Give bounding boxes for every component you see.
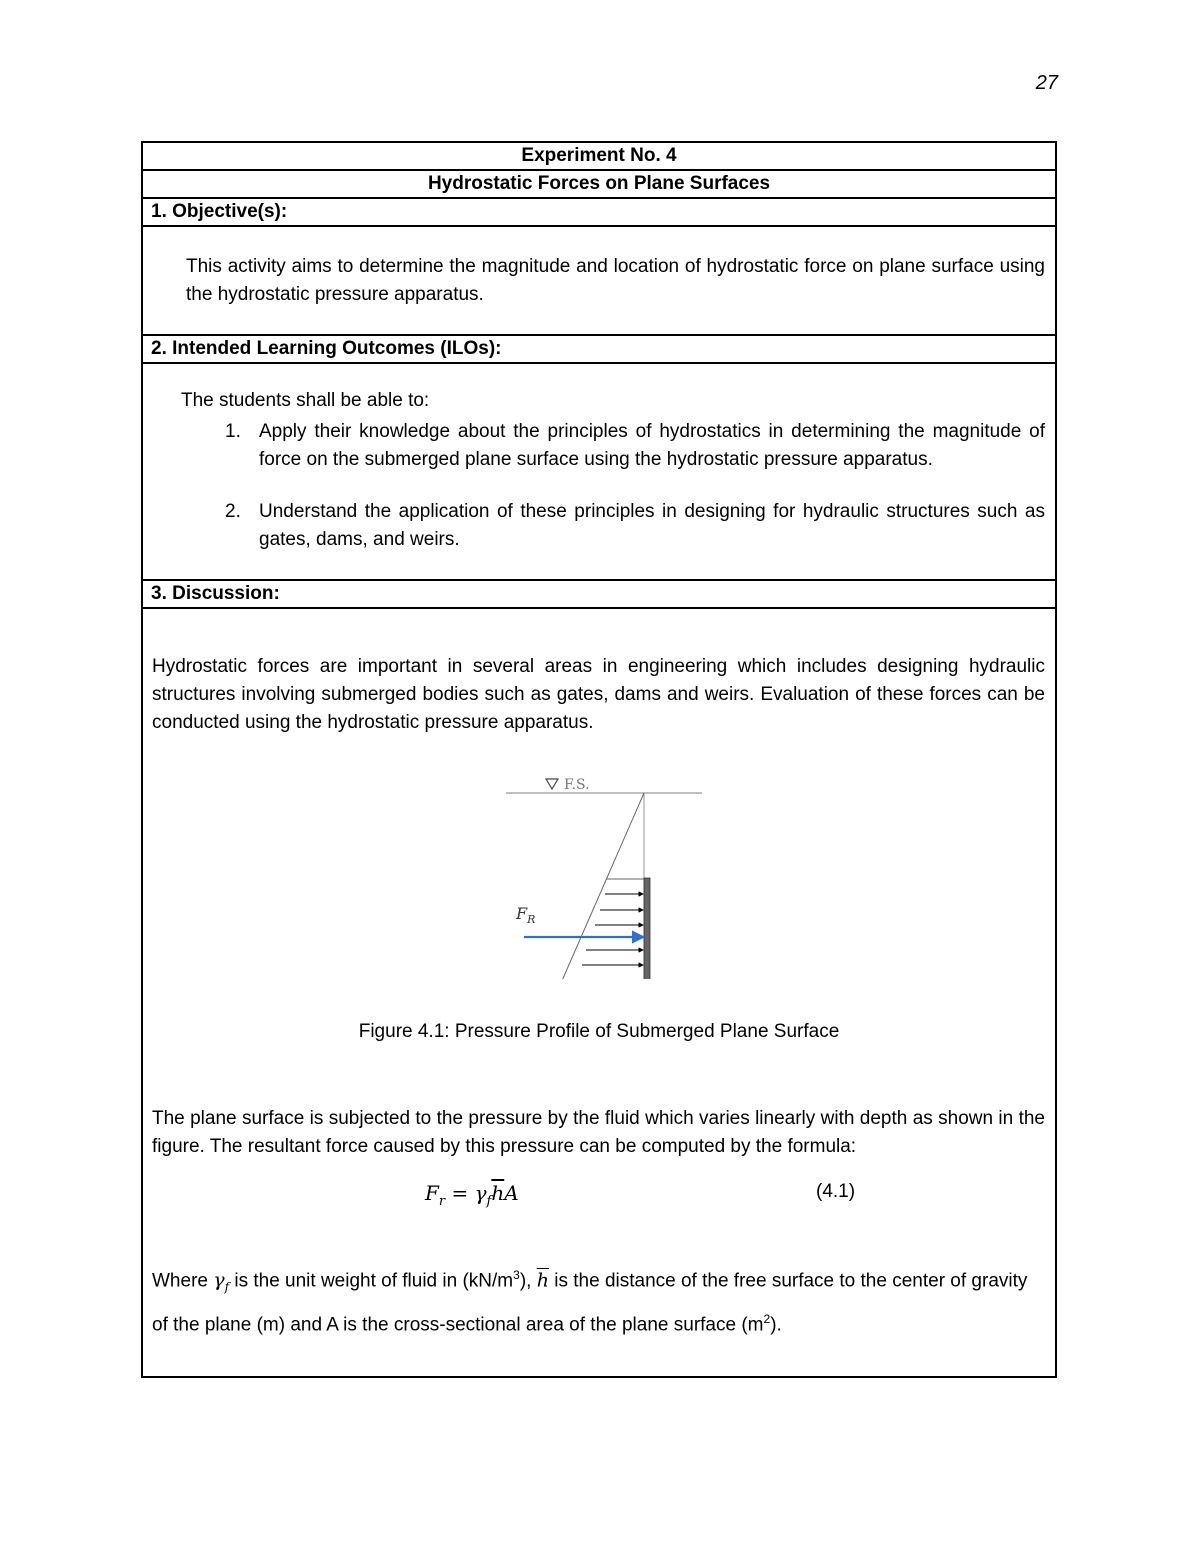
ilos-heading-row: [143, 336, 1055, 364]
experiment-title-row: [143, 171, 1055, 199]
ilos-intro: The students shall be able to:: [181, 390, 430, 411]
resultant-force-label: $F_R$: [516, 904, 536, 926]
discussion-body: [143, 609, 1055, 1376]
page-number: 27: [1035, 72, 1058, 94]
discussion-heading-row: [143, 581, 1055, 609]
figure-caption: Figure 4.1: Pressure Profile of Submerged Plane Surface: [358, 1021, 840, 1042]
discussion-paragraph-1: Hydrostatic forces are important in several areas in engineering which includes designing hydraulic structures involving submerged bodies such as gates, dams and weirs. Evaluation of these forces can be conducted using the hydrostatic pressure apparatus.: [152, 656, 1045, 733]
ilo-text: Understand the application of these principles in designing for hydraulic structures such as gates, dams, and weirs.: [259, 501, 1045, 550]
experiment-number-row: [143, 143, 1055, 171]
equation-number: (4.1): [816, 1181, 856, 1202]
pressure-diagonal-line: [561, 793, 644, 979]
experiment-sheet: [141, 141, 1057, 1378]
ilo-item-1: [225, 418, 1045, 474]
ilo-text: Apply their knowledge about the principles of hydrostatics in determining the magnitude of force on the submerged plane surface using the hydrostatic pressure apparatus.: [259, 421, 1045, 470]
ilo-number: 2.: [225, 501, 241, 522]
ilo-number: 1.: [225, 421, 241, 442]
objectives-text: This activity aims to determine the magnitude and location of hydrostatic force on plane surface using the hydrostatic pressure apparatus.: [186, 256, 1045, 305]
free-surface-symbol-icon: [546, 779, 558, 789]
ilos-heading: 2. Intended Learning Outcomes (ILOs):: [151, 338, 502, 359]
plane-surface: [644, 878, 650, 979]
free-surface-label: F.S.: [564, 777, 590, 793]
discussion-paragraph-3: Where $\gamma_f$ is the unit weight of fluid in $(kN/m^3)$, $\overline{h}$ is the distance of the free surface to the center of gravity of the plane (m) and A is the cross-sectional area of the plane surface $(m^2)$.: [152, 1268, 1028, 1336]
discussion-heading: 3. Discussion:: [151, 583, 280, 604]
objectives-heading-row: [143, 199, 1055, 227]
objectives-heading: 1. Objective(s):: [151, 201, 288, 222]
pressure-profile-figure: [498, 757, 708, 979]
objectives-body: [143, 227, 1055, 336]
resultant-force-equation: $F_r = \gamma_f\overline{h}A$: [425, 1181, 519, 1209]
pressure-diagram: [498, 757, 708, 979]
experiment-title: Hydrostatic Forces on Plane Surfaces: [427, 173, 771, 194]
discussion-paragraph-2: The plane surface is subjected to the pressure by the fluid which varies linearly with depth as shown in the figure. The resultant force caused by this pressure can be computed by the formula:: [152, 1108, 1045, 1157]
ilo-item-2: [225, 498, 1045, 554]
ilos-body: [143, 364, 1055, 581]
experiment-number: Experiment No. 4: [521, 145, 677, 166]
